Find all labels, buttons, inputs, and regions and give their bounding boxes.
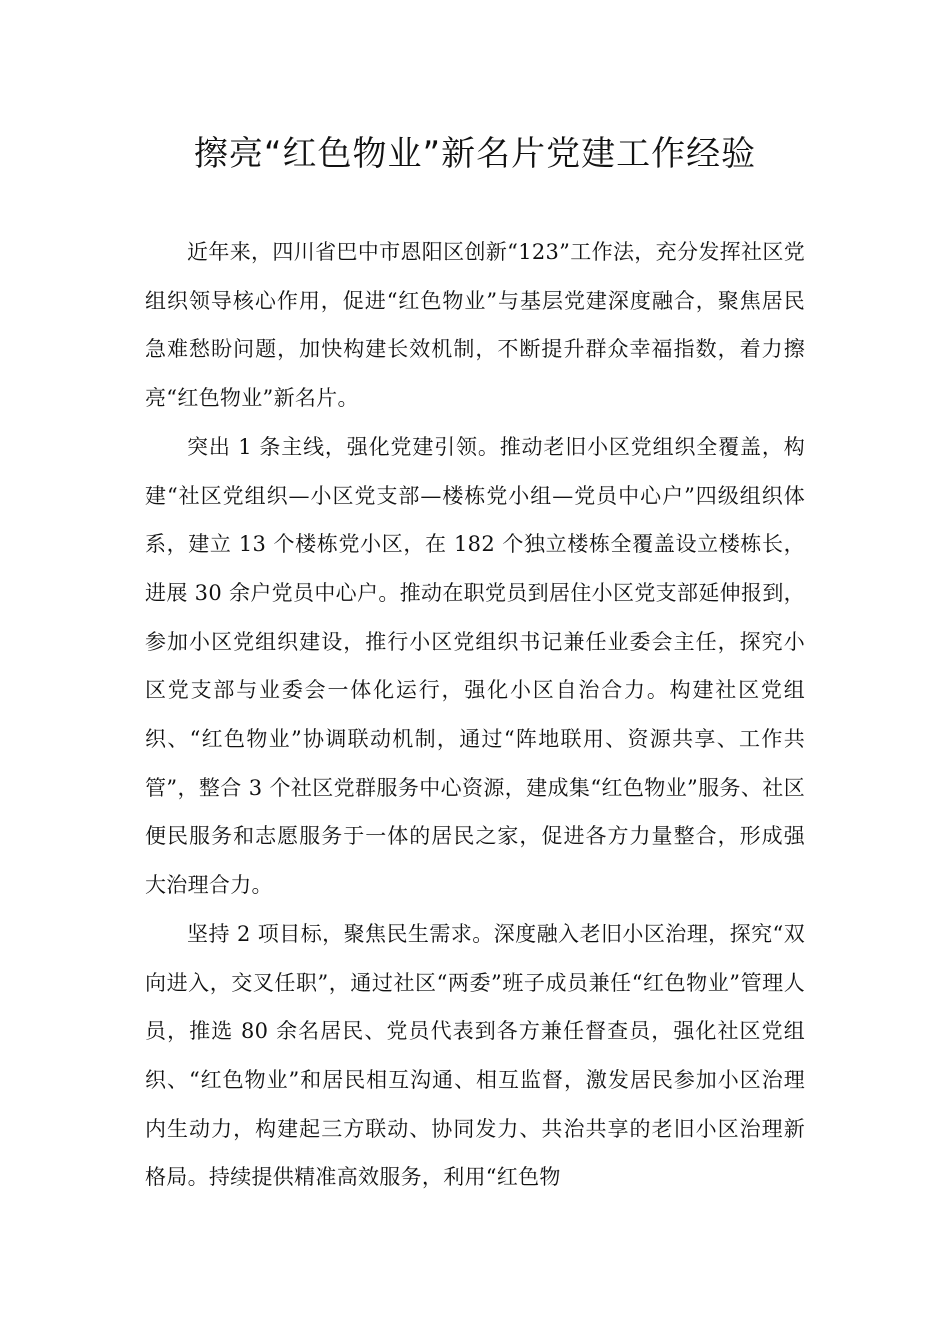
paragraph-main-line: 突出 1 条主线，强化党建引领。推动老旧小区党组织全覆盖，构建“社区党组织—小区党支部—楼栋党小组—党员中心户”四级组织体系，建立 13 个楼栋党小区，在 182 个独立楼栋全覆盖设立楼栋长，进展 30 余户党员中心户。推动在职党员到居住小区党支部延伸报到，参加小区党组织建设，推行小区党组织书记兼任业委会主任，探究小区党支部与业委会一体化运行，强化小区自治合力。构建社区党组织、“红色物业”协调联动机制，通过“阵地联用、资源共享、工作共管”，整合 3 个社区党群服务中心资源，建成集“红色物业”服务、社区便民服务和志愿服务于一体的居民之家，促进各方力量整合，形成强大治理合力。	[145, 434, 805, 898]
document-title: 擦亮“红色物业”新名片党建工作经验	[193, 134, 757, 174]
paragraph-intro: 近年来，四川省巴中市恩阳区创新“123”工作法，充分发挥社区党组织领导核心作用，促进“红色物业”与基层党建深度融合，聚焦居民急难愁盼问题，加快构建长效机制，不断提升群众幸福指数，着力擦亮“红色物业”新名片。	[145, 240, 805, 411]
paragraph-two-goals: 坚持 2 项目标，聚焦民生需求。深度融入老旧小区治理，探究“双向进入，交叉任职”，通过社区“两委”班子成员兼任“红色物业”管理人员，推选 80 余名居民、党员代表到各方兼任督查员，强化社区党组织、“红色物业”和居民相互沟通、相互监督，激发居民参加小区治理内生动力，构建起三方联动、协同发力、共治共享的老旧小区治理新格局。持续提供精准高效服务，利用“红色物	[145, 921, 805, 1190]
document-body	[145, 228, 805, 1202]
